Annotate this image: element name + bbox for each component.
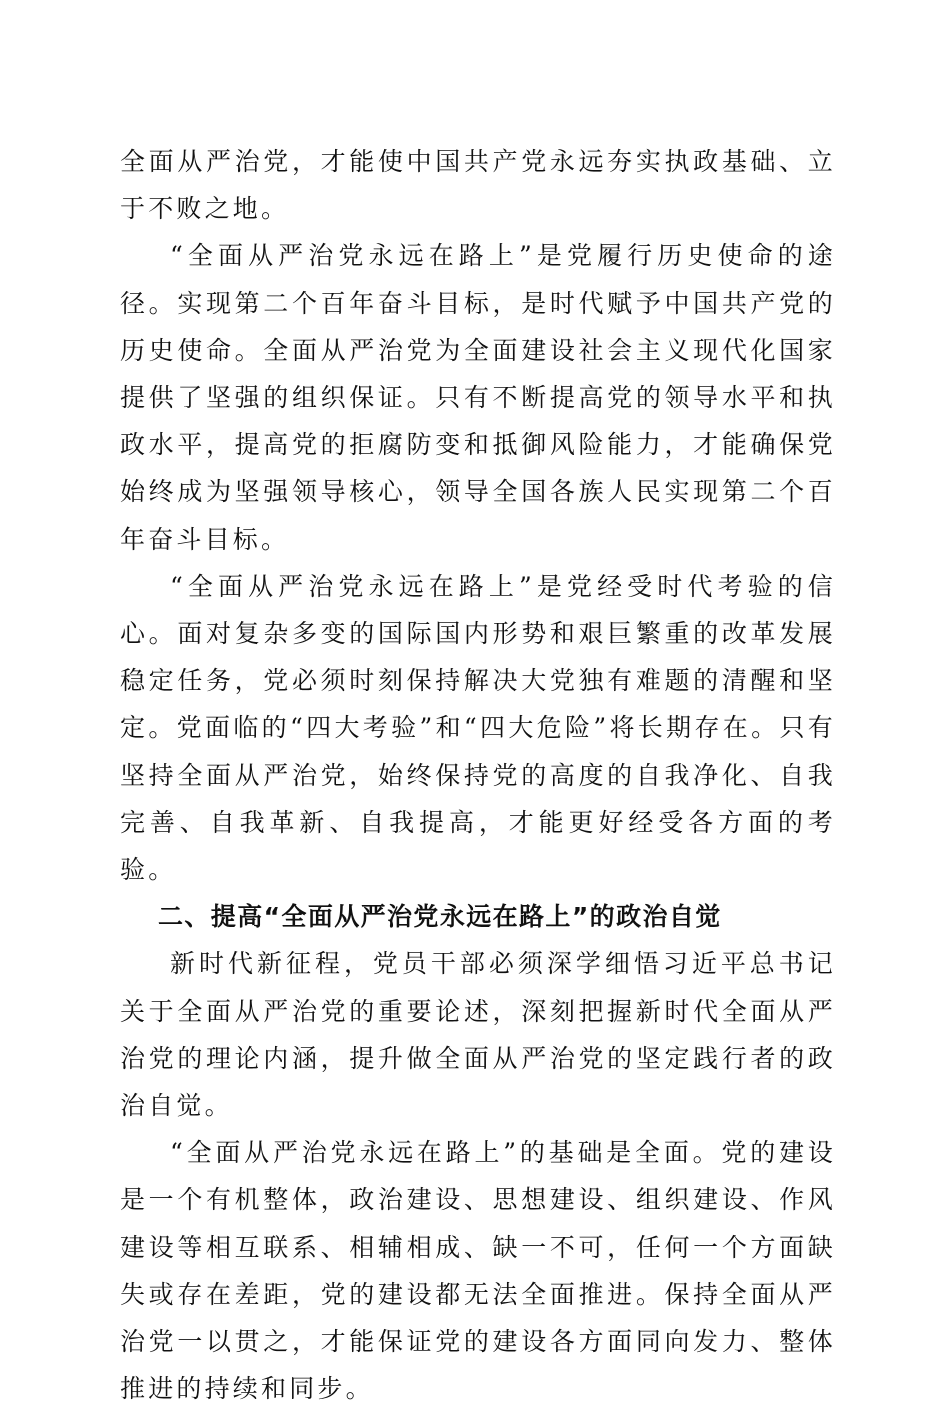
paragraph-continuation: 全面从严治党，才能使中国共产党永远夯实执政基础、立于不败之地。 [120, 147, 836, 224]
document-body [120, 138, 836, 1412]
section-heading: 二、提高“全面从严治党永远在路上”的政治自觉 [158, 902, 722, 932]
paragraph-new-era: 新时代新征程，党员干部必须深学细悟习近平总书记关于全面从严治党的重要论述，深刻把握新时代全面从严治党的理论内涵，提升做全面从严治党的坚定践行者的政治自觉。 [120, 949, 836, 1121]
paragraph-historical-mission: “全面从严治党永远在路上”是党履行历史使命的途径。实现第二个百年奋斗目标，是时代赋予中国共产党的历史使命。全面从严治党为全面建设社会主义现代化国家提供了坚强的组织保证。只有不断提高党的领导水平和执政水平，提高党的拒腐防变和抵御风险能力，才能确保党始终成为坚强领导核心，领导全国各族人民实现第二个百年奋斗目标。 [120, 241, 836, 554]
paragraph-foundation: “全面从严治党永远在路上”的基础是全面。党的建设是一个有机整体，政治建设、思想建设、组织建设、作风建设等相互联系、相辅相成、缺一不可，任何一个方面缺失或存在差距，党的建设都无法全面推进。保持全面从严治党一以贯之，才能保证党的建设各方面同向发力、整体推进的持续和同步。 [120, 1138, 836, 1404]
paragraph-era-test: “全面从严治党永远在路上”是党经受时代考验的信心。面对复杂多变的国际国内形势和艰巨繁重的改革发展稳定任务，党必须时刻保持解决大党独有难题的清醒和坚定。党面临的“四大考验”和“四大危险”将长期存在。只有坚持全面从严治党，始终保持党的高度的自我净化、自我完善、自我革新、自我提高，才能更好经受各方面的考验。 [120, 571, 836, 885]
